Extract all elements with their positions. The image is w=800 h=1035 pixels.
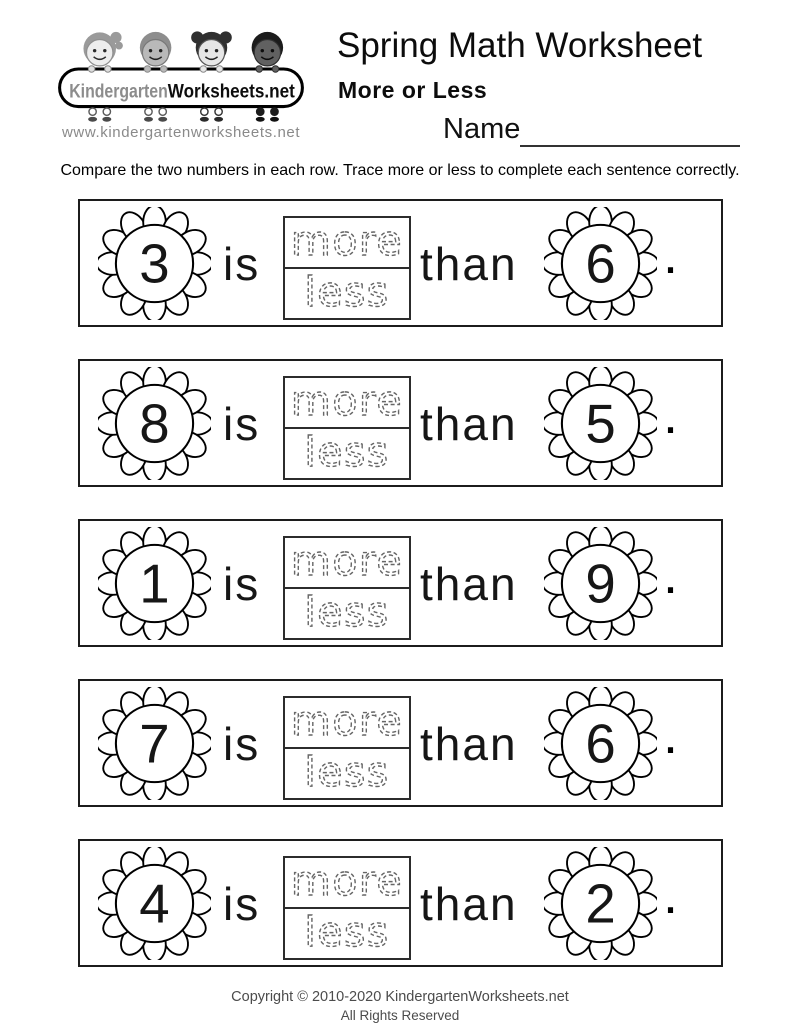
footer-copyright: Copyright © 2010-2020 KindergartenWorksheets.net [231,989,569,1005]
flower-icon [544,687,657,800]
flower-icon [544,847,657,960]
flower-number: 2 [585,873,616,935]
word-is: is [223,558,261,610]
sentence-period: . [663,385,679,445]
trace-word-more: more [290,379,404,425]
exercise-row-1 [78,199,723,327]
kids-logo-icon [54,18,308,124]
flower-icon [98,367,211,480]
flower-number: 5 [585,393,616,455]
flower-number: 6 [585,713,616,775]
word-is: is [223,718,261,770]
logo-url: www.kindergartenworksheets.net [62,124,301,141]
trace-word-more: more [290,859,404,905]
trace-more-cell[interactable] [285,539,409,589]
word-than: than [420,558,518,610]
flower-number: 4 [139,873,170,935]
logo-wordmark [69,80,295,102]
trace-word-less: less [304,430,390,476]
footer-rights: All Rights Reserved [340,1008,460,1023]
flower-number: 8 [139,393,170,455]
trace-box [283,856,411,960]
flower-icon [98,207,211,320]
flower-number: 7 [139,713,170,775]
kid-boy-gray [140,32,171,66]
trace-more-cell[interactable] [285,379,409,429]
exercise-rows [78,199,723,999]
flower-icon [98,527,211,640]
exercise-row-3 [78,519,723,647]
sentence-period: . [663,705,679,765]
footer [0,989,800,1023]
trace-more-cell[interactable] [285,219,409,269]
word-than: than [420,878,518,930]
trace-less-cell[interactable] [285,590,409,640]
trace-more-cell[interactable] [285,859,409,909]
trace-word-less: less [304,270,390,316]
page-subtitle: More or Less [338,77,488,103]
kid-girl-pigtails [191,31,232,66]
trace-less-cell[interactable] [285,430,409,480]
exercise-row-4 [78,679,723,807]
exercise-row-2 [78,359,723,487]
flower-number: 9 [585,553,616,615]
word-than: than [420,718,518,770]
sentence-period: . [663,225,679,285]
trace-box [283,376,411,480]
flower-number: 1 [139,553,170,615]
trace-less-cell[interactable] [285,750,409,800]
word-than: than [420,398,518,450]
trace-word-less: less [304,910,390,956]
trace-box [283,536,411,640]
flower-icon [98,687,211,800]
trace-word-more: more [290,699,404,745]
sentence-period: . [663,545,679,605]
word-is: is [223,238,261,290]
logo-wordmark-gray: Kindergarten [69,80,168,103]
trace-less-cell[interactable] [285,270,409,320]
trace-box [283,216,411,320]
flower-icon [544,527,657,640]
word-is: is [223,878,261,930]
name-line[interactable] [520,112,740,147]
word-than: than [420,238,518,290]
name-label: Name [443,113,521,146]
flower-number: 6 [585,233,616,295]
flower-number: 3 [139,233,170,295]
name-row [443,112,740,147]
trace-word-more: more [290,539,404,585]
kid-boy-dark [252,32,283,66]
trace-less-cell[interactable] [285,910,409,960]
flower-icon [544,367,657,480]
logo-wordmark-black: Worksheets.net [167,80,296,103]
instructions-text: Compare the two numbers in each row. Trace more or less to complete each sentence correctly. [60,162,740,179]
exercise-row-5 [78,839,723,967]
flower-icon [98,847,211,960]
sentence-period: . [663,865,679,925]
word-is: is [223,398,261,450]
trace-more-cell[interactable] [285,699,409,749]
kid-girl-gray [83,32,122,66]
trace-word-more: more [290,219,404,265]
kids-feet [88,108,279,122]
page-title: Spring Math Worksheet [337,26,703,65]
trace-word-less: less [304,590,390,636]
trace-word-less: less [304,750,390,796]
flower-icon [544,207,657,320]
trace-box [283,696,411,800]
